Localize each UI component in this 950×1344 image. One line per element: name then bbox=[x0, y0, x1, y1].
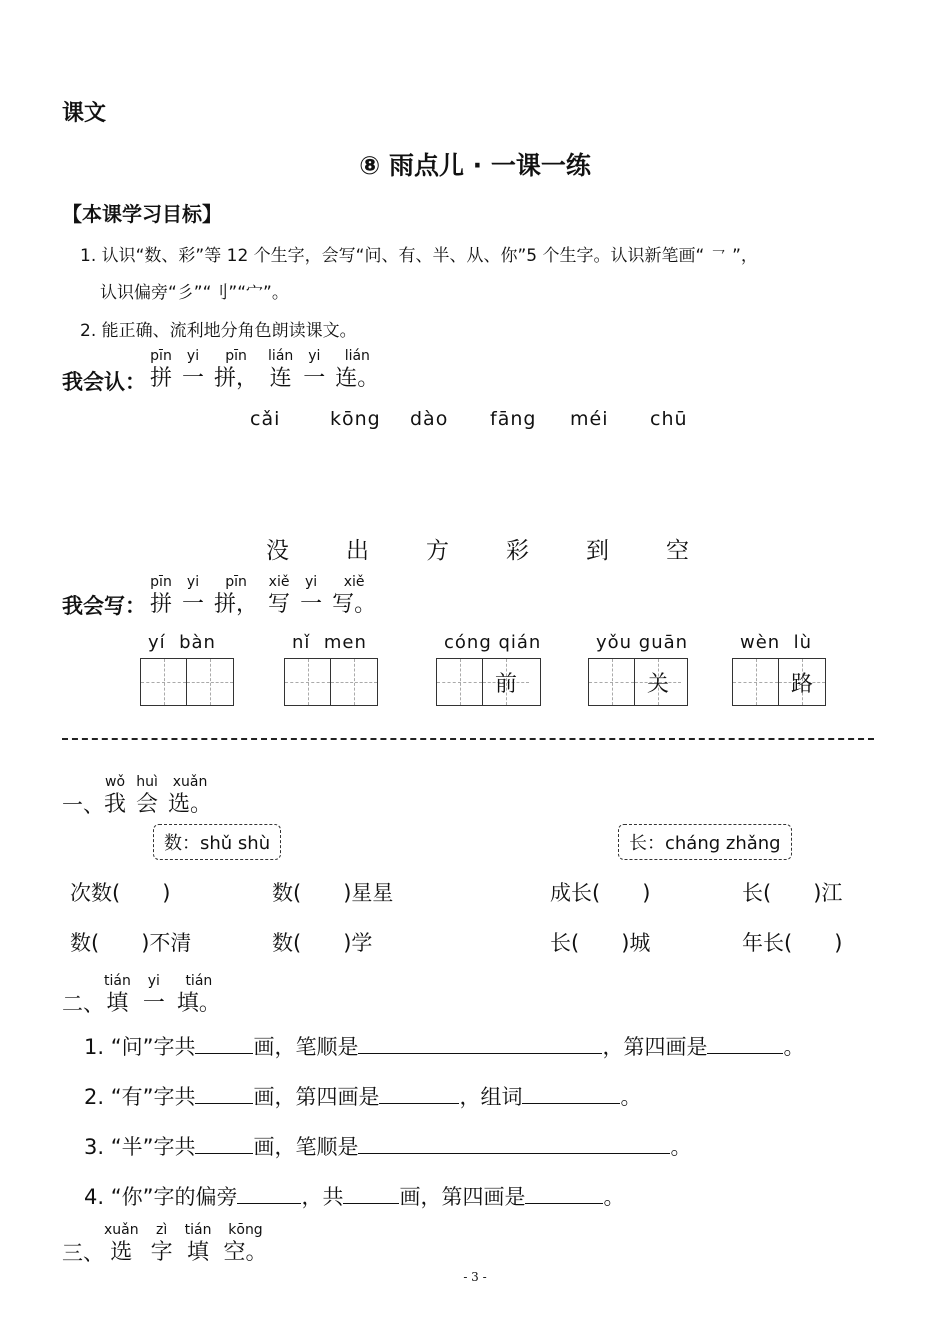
ruby-pinyin: yi bbox=[147, 973, 160, 989]
fill-blank[interactable] bbox=[195, 1133, 253, 1154]
write-ruby bbox=[150, 572, 386, 618]
goal-1-line-1: 1. 认识“数、彩”等 12 个生字，会写“问、有、半、从、你”5 个生字。认识新笔画“ ㇖ ”， bbox=[80, 246, 758, 266]
ruby-hanzi: 空。 bbox=[223, 1240, 268, 1265]
ruby-char bbox=[268, 572, 290, 618]
write-word-pinyin: wèn lù bbox=[740, 632, 813, 653]
fill-text: 画，第四画是 bbox=[253, 1085, 380, 1109]
ruby-pinyin: pīn bbox=[225, 574, 247, 590]
grid-cell[interactable]: 前 bbox=[483, 659, 529, 705]
ruby-pinyin: pīn bbox=[150, 574, 172, 590]
fill-blank[interactable] bbox=[358, 1033, 602, 1054]
ruby-pinyin: lián bbox=[268, 348, 294, 364]
ruby-hanzi: 一 bbox=[142, 991, 165, 1016]
char-option[interactable]: 彩 bbox=[506, 538, 529, 564]
q2-ruby bbox=[104, 971, 233, 1017]
select-item[interactable]: 数( )星星 bbox=[272, 881, 394, 905]
select-item[interactable]: 数( )不清 bbox=[70, 931, 192, 955]
ruby-char bbox=[150, 346, 172, 392]
page-title: ⑧ 雨点儿 · 一课一练 bbox=[359, 151, 591, 180]
fill-text: 。 bbox=[620, 1085, 642, 1109]
ruby-hanzi: 拼 bbox=[150, 592, 173, 617]
goal-2: 2. 能正确、流利地分角色朗读课文。 bbox=[80, 321, 357, 341]
recognize-ruby bbox=[150, 346, 389, 392]
fill-text: 画，第四画是 bbox=[399, 1185, 526, 1209]
write-word-pinyin: nǐ men bbox=[292, 632, 367, 653]
char-option[interactable]: 到 bbox=[586, 538, 609, 564]
pinyin-option[interactable]: chū bbox=[650, 408, 688, 430]
tian-grid[interactable] bbox=[436, 658, 541, 706]
ruby-char bbox=[214, 572, 258, 618]
ruby-hanzi: 拼， bbox=[214, 592, 259, 617]
recognize-label: 我会认： bbox=[62, 370, 146, 394]
fill-blank[interactable] bbox=[195, 1083, 253, 1104]
pinyin-option[interactable]: cǎi bbox=[250, 408, 281, 430]
ruby-char bbox=[150, 572, 172, 618]
char-option[interactable]: 出 bbox=[346, 538, 369, 564]
ruby-hanzi: 选。 bbox=[168, 792, 213, 817]
ruby-char bbox=[300, 572, 322, 618]
ruby-pinyin: lián bbox=[344, 348, 370, 364]
ruby-hanzi: 填 bbox=[106, 991, 129, 1016]
choice-box-shu bbox=[153, 824, 281, 860]
ruby-hanzi: 连。 bbox=[335, 366, 380, 391]
ruby-pinyin: tián bbox=[184, 1222, 212, 1238]
q1-prefix: 一、 bbox=[62, 793, 104, 817]
ruby-char bbox=[136, 772, 158, 818]
ruby-char bbox=[182, 346, 204, 392]
section-divider bbox=[62, 738, 874, 740]
ruby-hanzi: 填。 bbox=[176, 991, 221, 1016]
ruby-hanzi: 写 bbox=[268, 592, 291, 617]
fill-text: 2. “有”字共 bbox=[84, 1085, 196, 1109]
ruby-hanzi: 选 bbox=[110, 1240, 133, 1265]
ruby-hanzi: 拼， bbox=[214, 366, 259, 391]
ruby-hanzi: 填 bbox=[187, 1240, 210, 1265]
ruby-pinyin: tián bbox=[104, 973, 131, 989]
write-word-group bbox=[140, 632, 234, 706]
fill-text: 。 bbox=[603, 1185, 625, 1209]
ruby-pinyin: pīn bbox=[150, 348, 172, 364]
select-item[interactable]: 长( )江 bbox=[742, 881, 843, 905]
ruby-pinyin: yi bbox=[308, 348, 321, 364]
grid-cell[interactable] bbox=[331, 659, 377, 705]
pinyin-option[interactable]: fāng bbox=[490, 408, 537, 430]
ruby-char bbox=[185, 1220, 212, 1266]
fill-line-1 bbox=[84, 1031, 804, 1061]
tian-grid[interactable] bbox=[732, 658, 826, 706]
ruby-pinyin: yi bbox=[186, 574, 200, 590]
write-word-group bbox=[436, 632, 541, 706]
grid-cell[interactable] bbox=[285, 659, 331, 705]
pinyin-option[interactable]: méi bbox=[570, 408, 609, 430]
fill-blank[interactable] bbox=[522, 1083, 620, 1104]
select-item[interactable]: 次数( ) bbox=[70, 881, 171, 905]
ruby-pinyin: yi bbox=[186, 348, 200, 364]
recognize-char-row bbox=[266, 532, 746, 565]
fill-blank[interactable] bbox=[343, 1183, 399, 1204]
write-word-pinyin: cóng qián bbox=[444, 632, 542, 653]
tian-grid[interactable] bbox=[284, 658, 378, 706]
ruby-pinyin: huì bbox=[136, 774, 158, 790]
char-option[interactable]: 没 bbox=[266, 538, 289, 564]
choice-box-shu-text: 数：shǔ shù bbox=[164, 833, 271, 854]
ruby-hanzi: 写。 bbox=[332, 592, 377, 617]
ruby-char bbox=[335, 346, 379, 392]
grid-cell[interactable] bbox=[187, 659, 233, 705]
ruby-char bbox=[182, 572, 204, 618]
choice-box-zhang bbox=[618, 824, 792, 860]
tian-grid[interactable] bbox=[140, 658, 234, 706]
ruby-hanzi: 字 bbox=[150, 1240, 173, 1265]
ruby-pinyin: xuǎn bbox=[104, 1222, 139, 1238]
choice-box-zhang-text: 长：cháng zhǎng bbox=[629, 833, 781, 854]
ruby-char bbox=[332, 572, 376, 618]
fill-blank[interactable] bbox=[237, 1183, 301, 1204]
fill-line-4 bbox=[84, 1181, 624, 1211]
fill-text: 1. “问”字共 bbox=[84, 1035, 196, 1059]
section-label: 课文 bbox=[62, 101, 107, 126]
fill-blank[interactable] bbox=[379, 1083, 459, 1104]
fill-line-2 bbox=[84, 1081, 641, 1111]
ruby-char bbox=[143, 971, 165, 1017]
fill-text: 。 bbox=[783, 1035, 805, 1059]
ruby-char bbox=[223, 1220, 267, 1266]
write-word-group bbox=[588, 632, 688, 706]
ruby-hanzi: 一 bbox=[303, 366, 326, 391]
ruby-pinyin: xuǎn bbox=[172, 774, 208, 790]
char-option[interactable]: 空 bbox=[666, 538, 689, 564]
ruby-hanzi: 一 bbox=[182, 592, 205, 617]
select-item[interactable]: 长( )城 bbox=[550, 931, 651, 955]
select-item[interactable]: 年长( ) bbox=[742, 931, 843, 955]
ruby-hanzi: 连 bbox=[269, 366, 292, 391]
q3-ruby bbox=[104, 1220, 280, 1266]
q3-prefix: 三、 bbox=[62, 1241, 104, 1265]
fill-text: ，共 bbox=[301, 1185, 344, 1209]
fill-text: 4. “你”字的偏旁 bbox=[84, 1185, 238, 1209]
grid-cell[interactable] bbox=[589, 659, 635, 705]
goals-heading: 【本课学习目标】 bbox=[62, 202, 222, 226]
ruby-hanzi: 我 bbox=[104, 792, 127, 817]
fill-text: 画，笔顺是 bbox=[253, 1135, 359, 1159]
write-label: 我会写： bbox=[62, 594, 146, 618]
recognize-pinyin-row bbox=[250, 408, 730, 430]
ruby-char bbox=[177, 971, 221, 1017]
char-option[interactable]: 方 bbox=[426, 538, 449, 564]
ruby-pinyin: xiě bbox=[268, 574, 290, 590]
page-number: - 3 - bbox=[463, 1270, 487, 1284]
ruby-hanzi: 拼 bbox=[150, 366, 173, 391]
ruby-pinyin: kōng bbox=[228, 1222, 263, 1238]
fill-text: ，组词 bbox=[459, 1085, 523, 1109]
write-word-pinyin: yǒu guān bbox=[596, 632, 689, 653]
grid-cell[interactable]: 关 bbox=[635, 659, 681, 705]
ruby-char bbox=[104, 1220, 139, 1266]
write-word-group bbox=[732, 632, 826, 706]
fill-text: ，第四画是 bbox=[602, 1035, 708, 1059]
ruby-char bbox=[268, 346, 293, 392]
write-word-pinyin: yí bàn bbox=[148, 632, 216, 653]
select-item[interactable]: 数( )学 bbox=[272, 931, 373, 955]
ruby-hanzi: 一 bbox=[182, 366, 205, 391]
ruby-pinyin: zì bbox=[156, 1222, 168, 1238]
ruby-pinyin: pīn bbox=[225, 348, 247, 364]
fill-text: 。 bbox=[670, 1135, 692, 1159]
grid-cell[interactable] bbox=[141, 659, 187, 705]
ruby-pinyin: xiě bbox=[343, 574, 365, 590]
tian-grid[interactable] bbox=[588, 658, 688, 706]
ruby-hanzi: 会 bbox=[136, 792, 159, 817]
ruby-pinyin: yi bbox=[304, 574, 318, 590]
fill-blank[interactable] bbox=[525, 1183, 603, 1204]
ruby-char bbox=[303, 346, 325, 392]
fill-blank[interactable] bbox=[707, 1033, 783, 1054]
ruby-pinyin: tián bbox=[185, 973, 213, 989]
ruby-char bbox=[214, 346, 258, 392]
q1-ruby bbox=[104, 772, 222, 818]
fill-blank[interactable] bbox=[195, 1033, 253, 1054]
fill-text: 3. “半”字共 bbox=[84, 1135, 196, 1159]
select-item[interactable]: 成长( ) bbox=[550, 881, 651, 905]
fill-line-3 bbox=[84, 1131, 691, 1161]
fill-text: 画，笔顺是 bbox=[253, 1035, 359, 1059]
pinyin-option[interactable]: kōng bbox=[330, 408, 381, 430]
ruby-char bbox=[168, 772, 212, 818]
ruby-char bbox=[104, 772, 126, 818]
ruby-hanzi: 一 bbox=[300, 592, 323, 617]
q2-prefix: 二、 bbox=[62, 992, 104, 1016]
fill-blank[interactable] bbox=[358, 1133, 670, 1154]
write-word-group bbox=[284, 632, 378, 706]
pinyin-option[interactable]: dào bbox=[410, 408, 449, 430]
goal-1-line-2: 认识偏旁“彡”“刂”“宀”。 bbox=[100, 283, 289, 303]
ruby-char bbox=[151, 1220, 173, 1266]
grid-cell[interactable] bbox=[733, 659, 779, 705]
ruby-pinyin: wǒ bbox=[105, 774, 126, 790]
ruby-char bbox=[104, 971, 131, 1017]
grid-cell[interactable]: 路 bbox=[779, 659, 825, 705]
grid-cell[interactable] bbox=[437, 659, 483, 705]
